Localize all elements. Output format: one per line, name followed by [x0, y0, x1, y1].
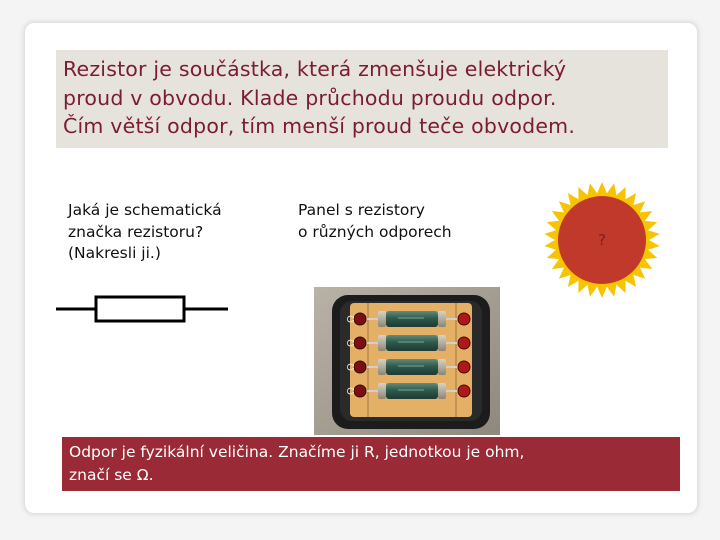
- panel-caption: Panel s rezistory o různých odporech: [298, 201, 452, 241]
- resistor-symbol-icon: [54, 292, 230, 326]
- intro-text: [63, 55, 668, 141]
- definition-text: [69, 441, 675, 487]
- resistor-body: [386, 359, 438, 375]
- intro-line-2: proud v obvodu. Klade průchodu proudu odpor.: [63, 85, 557, 110]
- terminal-right: [458, 313, 470, 325]
- resistor-body: [386, 383, 438, 399]
- resistor-body: [386, 335, 438, 351]
- terminal-ohm-label: Ω: [346, 363, 357, 371]
- terminal-ohm-label: Ω: [346, 339, 357, 347]
- terminal-right: [458, 337, 470, 349]
- resistor-panel-photo: [314, 287, 500, 435]
- definition-line-1: Odpor je fyzikální veličina. Značíme ji R, jednotkou je ohm,: [69, 443, 525, 461]
- terminal-right: [458, 361, 470, 373]
- intro-line-1: Rezistor je součástka, která zmenšuje elektrický: [63, 57, 567, 81]
- terminal-ohm-label: Ω: [346, 315, 357, 323]
- question-text: Jaká je schematická značka rezistoru? (Nakresli ji.): [68, 201, 222, 262]
- definition-line-2: značí se Ω.: [69, 466, 154, 484]
- intro-line-3: Čím větší odpor, tím menší proud teče obvodem.: [63, 114, 576, 138]
- resistor-body: [386, 311, 438, 327]
- terminal-right: [458, 385, 470, 397]
- sun-question-mark: ?: [598, 231, 606, 249]
- terminal-ohm-label: Ω: [346, 387, 357, 395]
